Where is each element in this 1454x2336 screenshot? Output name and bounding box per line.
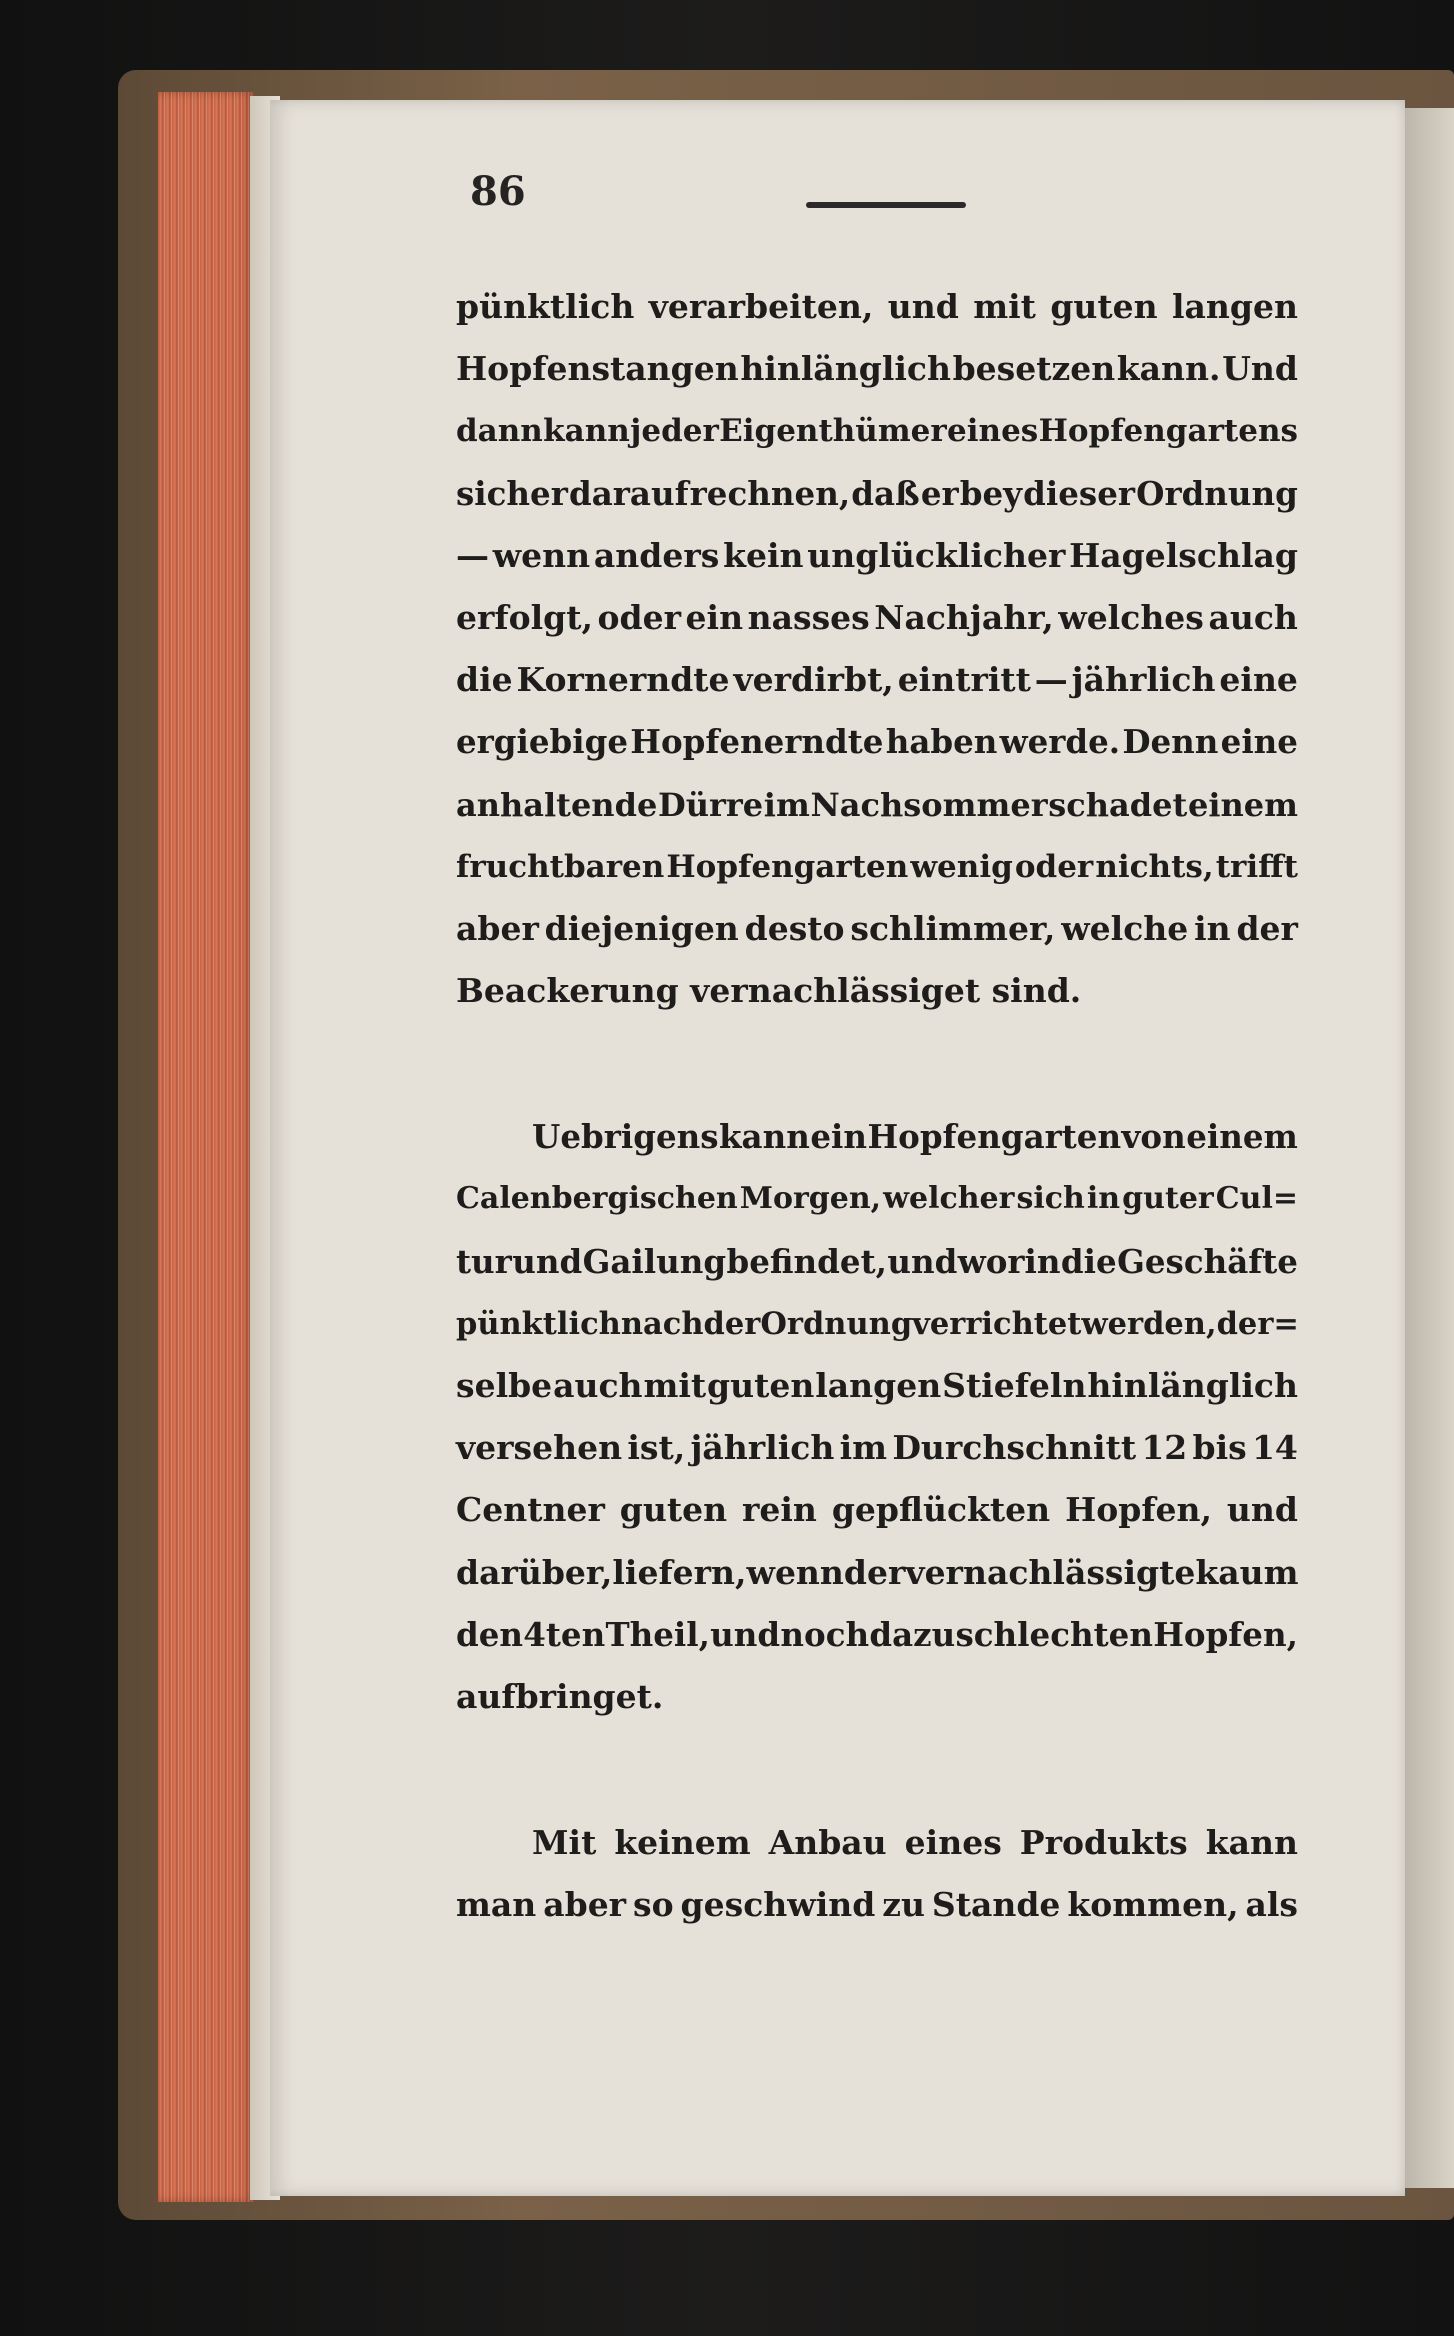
text-line	[456, 463, 1298, 525]
word: bis	[1192, 1428, 1247, 1468]
paragraph	[456, 276, 1298, 1022]
page-edges	[158, 92, 254, 2202]
text-line	[456, 774, 1298, 836]
word: dieser	[1023, 473, 1136, 513]
word: kann	[543, 413, 630, 450]
word: worin	[957, 1241, 1061, 1281]
word: so	[633, 1885, 674, 1925]
word: der	[843, 1552, 906, 1592]
word: verdirbt,	[733, 660, 894, 700]
word: diejenigen	[544, 908, 739, 948]
word: sicher	[456, 473, 568, 513]
text-line	[456, 1355, 1298, 1417]
word: Hopfenstangen	[456, 349, 739, 389]
next-page-edge	[1405, 108, 1454, 2188]
word: geschwind	[680, 1885, 876, 1925]
word: Stiefeln	[942, 1366, 1087, 1405]
word: 4ten	[523, 1614, 606, 1654]
word: Theil,	[605, 1614, 710, 1654]
word: Gailung	[582, 1241, 727, 1281]
word: ist,	[627, 1428, 686, 1468]
text-line: aufbringet.	[456, 1676, 664, 1716]
word: Anbau	[768, 1823, 887, 1863]
word: hinlänglich	[740, 349, 951, 389]
text-line	[456, 1874, 1298, 1936]
word: selbe	[456, 1366, 553, 1405]
word: Denn	[1122, 722, 1219, 762]
word: welches	[1058, 597, 1204, 637]
word: schlechten	[955, 1614, 1153, 1654]
word: kann	[1205, 1823, 1298, 1863]
word: desto	[744, 908, 845, 948]
word: pünktlich	[456, 287, 635, 326]
word: wenig	[910, 848, 1013, 885]
word: anders	[593, 535, 720, 575]
text-line	[456, 400, 1298, 462]
paragraph	[456, 1812, 1298, 1936]
word: Uebrigens	[532, 1117, 719, 1157]
paragraph-gap	[456, 1728, 1298, 1812]
word: der=	[1216, 1305, 1299, 1342]
word: Geschäfte	[1117, 1241, 1298, 1281]
text-line	[456, 711, 1298, 773]
header-rule	[806, 202, 966, 208]
word: im	[839, 1428, 888, 1468]
word: eine	[1219, 660, 1298, 700]
word: aber	[456, 908, 539, 948]
word: rein	[742, 1490, 817, 1530]
word: Centner	[456, 1490, 605, 1530]
word: dann	[456, 413, 543, 450]
word: pünktlich	[456, 1305, 621, 1342]
word: die	[456, 660, 513, 700]
word: als	[1245, 1885, 1298, 1925]
word: Hopfengarten	[666, 848, 909, 885]
word: hinlänglich	[1087, 1366, 1298, 1405]
word: Produkts	[1019, 1823, 1188, 1863]
text-line	[456, 1812, 1298, 1874]
word: rechnen,	[689, 473, 851, 513]
word: Durchschnitt	[892, 1428, 1137, 1468]
word: sich	[1016, 1181, 1085, 1217]
text-line	[456, 276, 1298, 338]
word: jährlich	[690, 1428, 835, 1468]
word: Kornerndte	[516, 660, 730, 700]
word: kann	[719, 1117, 810, 1157]
word: erfolgt,	[456, 597, 593, 637]
text-line	[456, 525, 1298, 587]
word: zu	[882, 1885, 925, 1925]
word: und	[512, 1241, 583, 1281]
word: und	[887, 1241, 958, 1281]
word: Ordnung	[760, 1305, 913, 1342]
word: kein	[723, 535, 804, 575]
word: mit	[973, 287, 1036, 326]
text-line	[456, 1293, 1298, 1355]
word: im	[763, 785, 810, 824]
word: anhaltende	[456, 785, 658, 824]
word: einem	[1187, 785, 1298, 824]
text-line	[456, 587, 1298, 649]
word: Eigenthümer	[719, 413, 947, 450]
text-line	[456, 898, 1298, 960]
word: der	[1236, 908, 1298, 948]
word: Hopfenerndte	[630, 722, 884, 762]
word: 14	[1251, 1428, 1298, 1468]
word: man	[456, 1885, 537, 1925]
word: von	[1121, 1117, 1186, 1157]
word: keinem	[614, 1823, 751, 1863]
word: ergiebige	[456, 722, 629, 762]
word: trifft	[1215, 848, 1298, 885]
text-line	[456, 1231, 1298, 1293]
word: oder	[1014, 848, 1094, 885]
word: einem	[1186, 1117, 1298, 1157]
word: eintritt	[897, 660, 1031, 700]
word: er	[920, 473, 959, 513]
page-number: 86	[470, 168, 526, 215]
text-line	[456, 1604, 1298, 1666]
word: verarbeiten,	[648, 287, 874, 326]
text-line	[456, 1417, 1298, 1479]
word: guter	[1122, 1181, 1214, 1217]
word: befindet,	[726, 1241, 887, 1281]
word: Und	[1222, 349, 1298, 389]
word: langen	[815, 1366, 942, 1405]
word: in	[1086, 1181, 1121, 1217]
word: Hagelschlag	[1069, 535, 1298, 575]
word: bey	[959, 473, 1023, 513]
word: langen	[1172, 287, 1298, 326]
word: tur	[456, 1241, 512, 1281]
word: schlimmer,	[850, 908, 1056, 948]
word: guten	[1050, 287, 1158, 326]
word: werde.	[999, 722, 1121, 762]
word: liefern,	[612, 1552, 747, 1592]
word: und	[887, 287, 959, 326]
word: Hopfengarten	[867, 1117, 1122, 1157]
word: Nachsommer	[810, 785, 1048, 824]
word: werden,	[1081, 1305, 1217, 1342]
word: wenn	[746, 1552, 844, 1592]
word: schadet	[1048, 785, 1188, 824]
word: fruchtbaren	[456, 848, 665, 885]
text-line	[456, 338, 1298, 400]
text-line	[456, 1479, 1298, 1541]
word: versehen	[456, 1428, 623, 1468]
word: oder	[597, 597, 681, 637]
word: nichts,	[1095, 848, 1214, 885]
word: Hopfen,	[1153, 1614, 1298, 1654]
paragraph	[456, 1106, 1298, 1728]
text-line	[456, 1106, 1298, 1168]
paragraph-gap	[456, 1022, 1298, 1106]
word: ein	[810, 1117, 867, 1157]
word: die	[1060, 1241, 1117, 1281]
text-line	[456, 1542, 1298, 1604]
text-line	[456, 836, 1298, 898]
word: guten	[619, 1490, 728, 1530]
word: Calenbergischen	[456, 1181, 738, 1217]
word: eine	[1220, 722, 1298, 762]
word: Dürre	[658, 785, 764, 824]
word: nach	[620, 1305, 704, 1342]
word: Hopfen,	[1065, 1490, 1212, 1530]
word: auch	[553, 1366, 643, 1405]
word: verrichtet	[912, 1305, 1082, 1342]
word: in	[1194, 908, 1231, 948]
word: auch	[1208, 597, 1298, 637]
word: Cul=	[1215, 1181, 1298, 1217]
word: jährlich	[1071, 660, 1216, 700]
word: unglücklicher	[807, 535, 1066, 575]
word: jeder	[630, 413, 719, 450]
text-line	[456, 1168, 1298, 1230]
word: eines	[947, 413, 1039, 450]
word: Morgen,	[739, 1181, 882, 1217]
word: darauf	[568, 473, 689, 513]
word: mit	[643, 1366, 707, 1405]
word: Stande	[931, 1885, 1061, 1925]
word: —	[456, 535, 489, 575]
word: haben	[885, 722, 998, 762]
word: nasses	[747, 597, 870, 637]
word: Mit	[532, 1823, 597, 1863]
word: 12	[1141, 1428, 1188, 1468]
word: kann.	[1116, 349, 1221, 389]
text-line: Beackerung vernachlässiget sind.	[456, 971, 1082, 1011]
word: den	[456, 1614, 524, 1654]
word: welcher	[883, 1181, 1015, 1217]
word: und	[710, 1614, 781, 1654]
word: und	[1226, 1490, 1298, 1530]
word: welche	[1061, 908, 1189, 948]
word: dazu	[869, 1614, 956, 1654]
word: noch	[780, 1614, 870, 1654]
word: besetzen	[952, 349, 1116, 389]
word: vernachlässigte	[905, 1552, 1196, 1592]
word: Hopfengartens	[1038, 413, 1298, 450]
word: eines	[904, 1823, 1002, 1863]
word: wenn	[492, 535, 591, 575]
word: —	[1034, 660, 1068, 700]
word: daß	[851, 473, 920, 513]
word: Nachjahr,	[874, 597, 1054, 637]
word: ein	[685, 597, 744, 637]
word: gepflückten	[831, 1490, 1051, 1530]
word: kaum	[1195, 1552, 1299, 1592]
word: guten	[707, 1366, 815, 1405]
word: kommen,	[1067, 1885, 1239, 1925]
word: Ordnung	[1136, 473, 1298, 513]
word: darüber,	[456, 1552, 613, 1592]
page-text	[456, 276, 1298, 1937]
word: aber	[543, 1885, 627, 1925]
word: der	[703, 1305, 761, 1342]
text-line	[456, 649, 1298, 711]
